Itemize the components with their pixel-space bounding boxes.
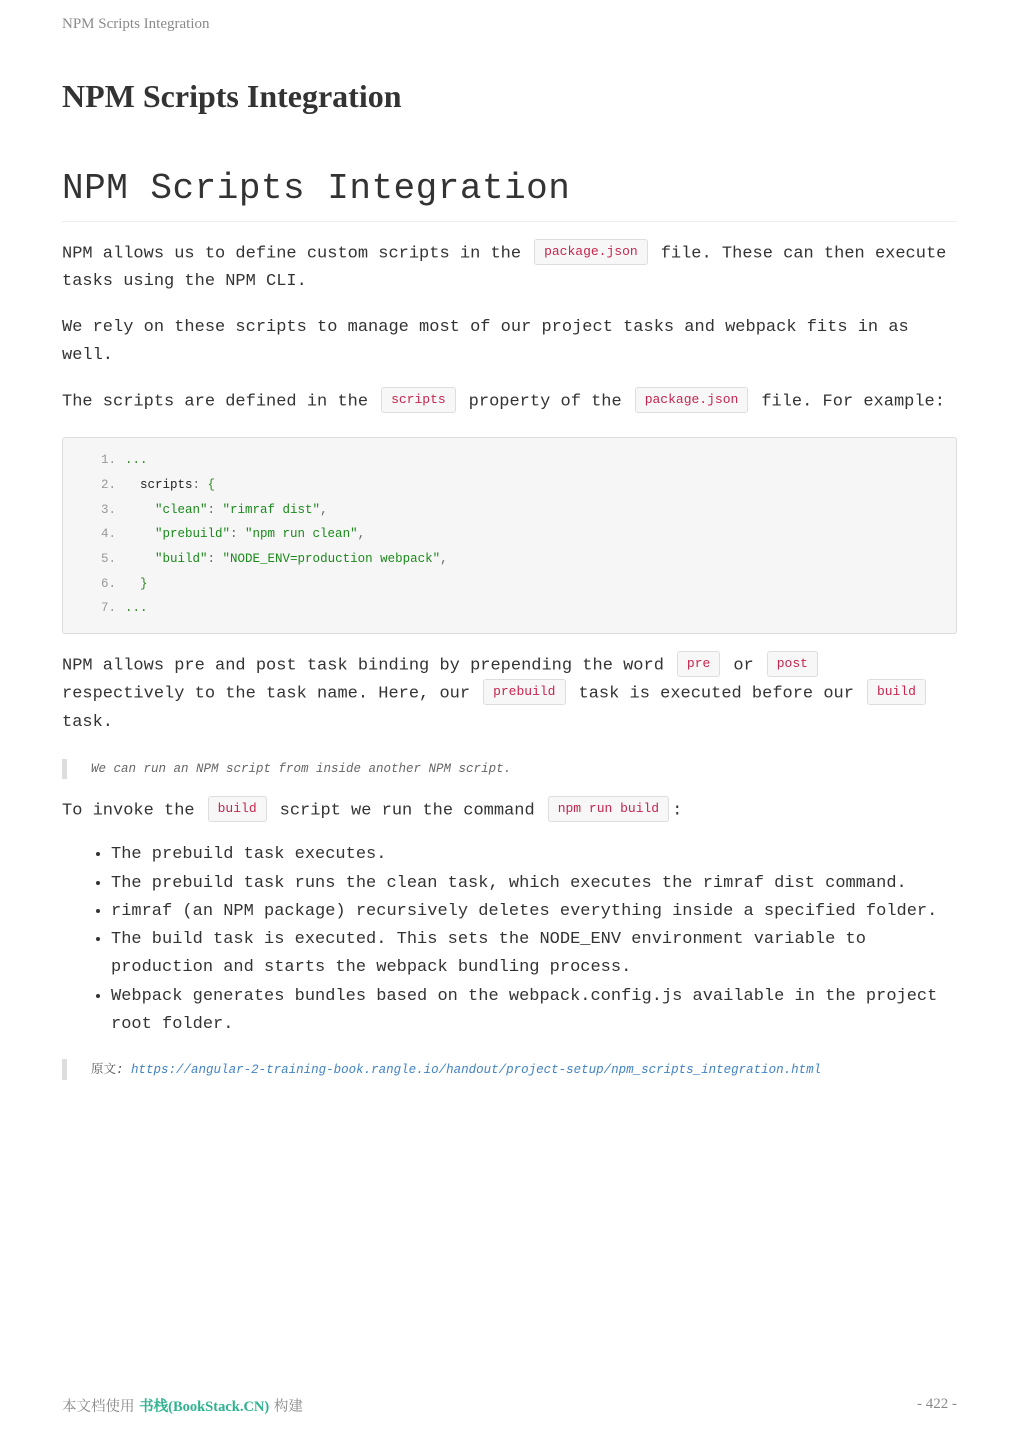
code-punct: ,: [320, 502, 328, 517]
code-punct: :: [192, 478, 208, 492]
code-indent: [125, 503, 155, 517]
line-number: 5.: [100, 552, 116, 567]
line-number: 4.: [100, 527, 116, 542]
text-span: task.: [62, 712, 114, 732]
footer-credit: [62, 1395, 303, 1416]
steps-list: [62, 841, 957, 1039]
code-line: [63, 547, 956, 572]
code-line: [63, 448, 956, 473]
code-indent: [125, 577, 140, 591]
code-line: [63, 473, 956, 498]
text-span: property of the: [468, 392, 622, 412]
code-value: "rimraf dist": [222, 502, 321, 517]
text-span: respectively to the task name. Here, our: [62, 684, 471, 704]
section-title: NPM Scripts Integration: [62, 168, 957, 222]
line-number: 3.: [100, 502, 116, 517]
inline-code: pre: [677, 651, 720, 677]
text-span: file. For example:: [761, 392, 945, 412]
chapter-title: NPM Scripts Integration: [62, 78, 402, 114]
line-number: 1.: [100, 453, 116, 468]
code-key: "clean": [155, 502, 208, 517]
code-brace: {: [207, 478, 216, 492]
code-text: ...: [125, 601, 148, 616]
code-indent: [125, 552, 155, 566]
code-indent: [125, 478, 140, 492]
list-item: • The prebuild task runs the clean task, which executes the rimraf dist command.: [111, 870, 957, 898]
inline-code: npm run build: [548, 796, 669, 822]
code-indent: [125, 527, 155, 541]
text-span: NPM allows us to define custom scripts in the: [62, 244, 522, 264]
code-key: scripts: [140, 478, 193, 492]
code-punct: :: [207, 552, 223, 567]
list-item: • The build task is executed. This sets the NODE_ENV environment variable to production and starts the webpack bundling process.: [111, 926, 957, 983]
note-blockquote: We can run an NPM script from inside another NPM script.: [62, 759, 957, 779]
page-content: [62, 168, 957, 1080]
list-item: • The prebuild task executes.: [111, 841, 957, 869]
text-span: script we run the command: [279, 801, 535, 821]
line-number: 6.: [100, 576, 116, 591]
code-line: [63, 596, 956, 621]
paragraph-pre-post: [62, 652, 957, 737]
source-colon: :: [116, 1063, 124, 1078]
source-blockquote: [62, 1059, 957, 1080]
inline-code: prebuild: [483, 679, 565, 705]
text-span: task is executed before our: [578, 684, 854, 704]
footer-brand-link[interactable]: 书栈(BookStack.CN): [139, 1399, 270, 1415]
paragraph-webpack: We rely on these scripts to manage most of our project tasks and webpack fits in as well.: [62, 318, 909, 366]
code-line: [63, 571, 956, 596]
text-span: or: [733, 656, 754, 676]
line-number: 2.: [100, 478, 116, 492]
page-number: - 422 -: [917, 1396, 957, 1412]
code-key: "prebuild": [155, 527, 231, 542]
code-text: ...: [125, 453, 148, 468]
code-punct: :: [207, 502, 223, 517]
inline-code: build: [867, 679, 926, 705]
source-link[interactable]: https://angular-2-training-book.rangle.io/handout/project-setup/npm_scripts_integration.html: [131, 1063, 822, 1078]
code-punct: ,: [357, 527, 366, 542]
text-span: To invoke the: [62, 801, 195, 821]
code-key: "build": [155, 552, 208, 567]
footer-suffix: 构建: [273, 1399, 303, 1415]
list-item: • Webpack generates bundles based on the webpack.config.js available in the project root folder.: [111, 983, 957, 1040]
footer-prefix: 本文档使用: [62, 1399, 135, 1415]
code-line: [63, 522, 956, 547]
inline-code: package.json: [534, 239, 648, 265]
inline-code: build: [208, 796, 267, 822]
paragraph-invoke: [62, 797, 957, 825]
source-label: 原文: [91, 1061, 117, 1077]
paragraph-intro: [62, 240, 957, 296]
paragraph-scripts-property: [62, 388, 957, 416]
text-span: The scripts are defined in the: [62, 392, 369, 412]
code-brace: }: [140, 576, 148, 591]
code-value: "npm run clean": [245, 527, 358, 542]
code-punct: ,: [440, 552, 448, 567]
text-span: :: [672, 801, 683, 821]
text-span: NPM allows pre and post task binding by prepending the word: [62, 656, 664, 676]
running-header: NPM Scripts Integration: [62, 16, 210, 32]
list-item: • rimraf (an NPM package) recursively deletes everything inside a specified folder.: [111, 898, 957, 926]
code-value: "NODE_ENV=production webpack": [222, 552, 441, 567]
code-block: [62, 437, 957, 634]
inline-code: package.json: [635, 387, 749, 413]
inline-code: scripts: [381, 387, 456, 413]
inline-code: post: [767, 651, 818, 677]
line-number: 7.: [100, 601, 116, 616]
code-line: [63, 497, 956, 522]
text-span: file. These can then execute tasks using the NPM CLI.: [62, 244, 947, 292]
code-punct: :: [230, 527, 246, 542]
